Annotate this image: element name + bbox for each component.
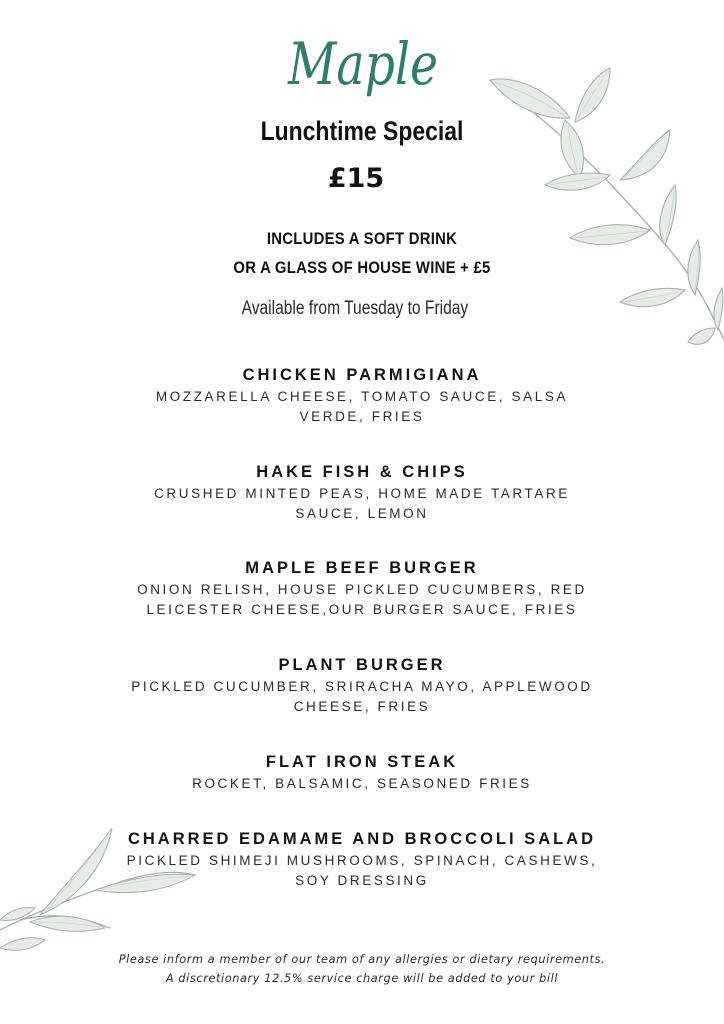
allergy-note: Please inform a member of our team of any allergies or dietary requirements.	[118, 953, 606, 966]
includes-line-2: OR A GLASS OF HOUSE WINE + £5	[233, 259, 491, 277]
page-title: Lunchtime Special	[260, 116, 464, 146]
menu-item	[0, 557, 724, 619]
menu-item	[0, 828, 724, 890]
dish-name: CHICKEN PARMIGIANA	[242, 366, 482, 384]
menu-item	[0, 751, 724, 793]
dish-name: PLANT BURGER	[278, 656, 446, 674]
includes-text	[36, 225, 688, 283]
service-charge-note: A discretionary 12.5% service charge will be added to your bill	[165, 972, 559, 985]
footer-notes	[0, 950, 724, 988]
dish-description-line-2: VERDE, FRIES	[299, 409, 425, 424]
includes-line-1: INCLUDES A SOFT DRINK	[266, 230, 458, 248]
dish-name: MAPLE BEEF BURGER	[245, 559, 479, 577]
menu-item	[0, 654, 724, 716]
dish-description-line-1: CRUSHED MINTED PEAS, HOME MADE TARTARE	[154, 486, 570, 501]
svg-text:Maple: Maple	[287, 30, 438, 98]
dish-description-line-2: LEICESTER CHEESE,OUR BURGER SAUCE, FRIES	[146, 602, 578, 617]
menu-item	[0, 364, 724, 426]
availability-text: Available from Tuesday to Friday	[241, 298, 469, 319]
dish-description-line-1: ONION RELISH, HOUSE PICKLED CUCUMBERS, RED	[137, 582, 587, 597]
maple-logo	[280, 14, 445, 110]
dish-description-line-2: SOY DRESSING	[295, 873, 429, 888]
dish-description-line-1: PICKLED CUCUMBER, SRIRACHA MAYO, APPLEWOOD	[131, 679, 593, 694]
dish-name: HAKE FISH & CHIPS	[256, 463, 468, 481]
menu-item	[0, 461, 724, 523]
dish-name: FLAT IRON STEAK	[265, 753, 459, 771]
dish-description-line-2: CHEESE, FRIES	[293, 699, 431, 714]
dish-description-line-1: PICKLED SHIMEJI MUSHROOMS, SPINACH, CASHEWS,	[126, 853, 598, 868]
dish-description-line-1: MOZZARELLA CHEESE, TOMATO SAUCE, SALSA	[155, 389, 569, 404]
price: £15	[327, 163, 385, 194]
dish-description-line-1: ROCKET, BALSAMIC, SEASONED FRIES	[192, 776, 532, 791]
dish-name: CHARRED EDAMAME AND BROCCOLI SALAD	[127, 830, 597, 848]
dish-description-line-2: SAUCE, LEMON	[295, 506, 429, 521]
